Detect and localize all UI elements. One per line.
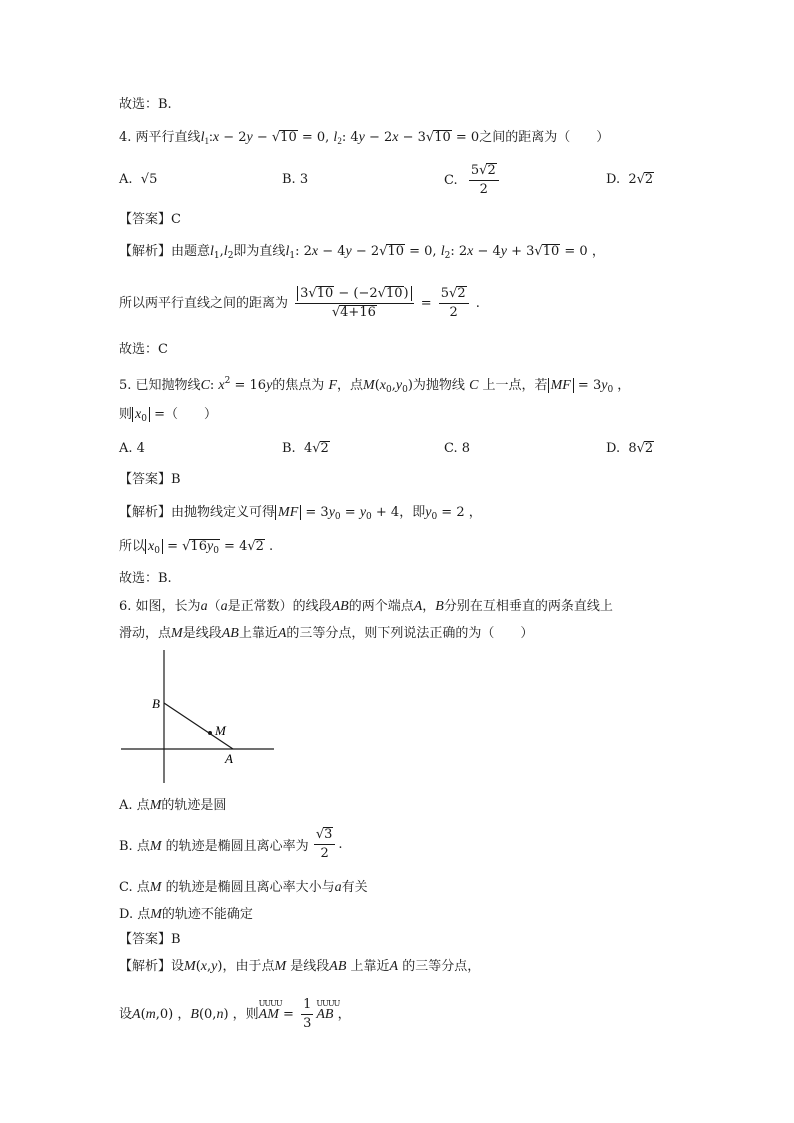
q6-option-a[interactable]: A. 点M的轨迹是圆 <box>119 798 227 813</box>
eccentricity-fraction: $\frac{√3}{2}$ <box>314 826 336 863</box>
analysis-q4-line1: 【解析】由题意$l_1,l_2$即为直线$l_1$: 2x − 4y − 2√10 = 0, $l_2$: 2x − 4y + 3√10 = 0 ， <box>119 244 605 261</box>
label-m: M <box>215 723 226 738</box>
analysis-q5-line2: 所以 $x_0 = √16y_0 = 4√2$ . <box>119 539 274 556</box>
q5-option-d[interactable]: D. 8√2 <box>606 441 654 456</box>
question-number: 4. <box>119 130 132 145</box>
analysis-q4-line2: 所以两平行直线之间的距离为 $\frac{3√10 - (-2√10)}{√4+16}$ = $\frac{5√2}{2}$ . <box>119 286 480 320</box>
question-4-stem: 4. 两平行直线$l_1:x - 2y - √10 = 0$, $l_2$: 4y − 2x − 3√10 = 0之间的距离为（ ） <box>119 130 610 146</box>
q4-option-b[interactable]: B. 3 <box>282 172 309 187</box>
analysis-q5-line1: 【解析】由抛物线定义可得 MF = $3y_0 = y_0 + 4$，即$y_0 = 2$ ， <box>119 505 482 522</box>
distance-fraction: $\frac{3√10 - (-2√10)}{√4+16}$ <box>295 285 413 322</box>
q4-option-c[interactable]: C. $\frac{5√2}{2}$ <box>444 162 502 199</box>
q4-option-a[interactable]: A. √5 <box>119 172 158 187</box>
q5-option-b[interactable]: B. 4√2 <box>282 441 329 456</box>
answer-q6: 【答案】B <box>119 932 181 947</box>
choice-line-q3: 故选：B. <box>119 97 172 112</box>
question-number: 5. <box>119 378 132 393</box>
q5-option-a[interactable]: A. 4 <box>119 441 145 456</box>
answer-q5: 【答案】B <box>119 472 181 487</box>
q4-option-d[interactable]: D. 2√2 <box>606 172 654 187</box>
question-5-stem-line2: 则 $x_0$ =（ ） <box>119 407 218 424</box>
question-6-stem-line2: 滑动，点M是线段AB上靠近A的三等分点，则下列说法正确的为（ ） <box>119 626 534 641</box>
question-number: 6. <box>119 599 132 614</box>
label-a: A <box>225 751 233 766</box>
q6-option-c[interactable]: C. 点M 的轨迹是椭圆且离心率大小与a有关 <box>119 880 368 895</box>
question-5-stem-line1: 5. 已知抛物线C: $x^2 = 16y$的焦点为 F，点$M(x_0,y_0)$为抛物线 C 上一点，若 MF = $3y_0$ ， <box>119 376 631 395</box>
distance-result: $\frac{5√2}{2}$ <box>439 285 469 322</box>
label-b: B <box>152 696 160 711</box>
choice-line-q4: 故选：C <box>119 342 168 357</box>
q4-option-c-fraction: $\frac{5√2}{2}$ <box>469 162 499 199</box>
q6-option-d[interactable]: D. 点M的轨迹不能确定 <box>119 907 253 922</box>
answer-q4: 【答案】C <box>119 212 181 227</box>
geometry-figure <box>115 645 280 787</box>
vector-coefficient: $\frac{1}{3}$ <box>303 997 312 1031</box>
question-6-stem-line1: 6. 如图，长为a（a是正常数）的线段AB的两个端点A，B分别在互相垂直的两条直线上 <box>119 599 613 614</box>
q5-option-c[interactable]: C. 8 <box>444 441 471 456</box>
q6-option-b[interactable]: B. 点M 的轨迹是椭圆且离心率为 $\frac{√3}{2}$ . <box>119 827 343 861</box>
choice-line-q5: 故选：B. <box>119 571 172 586</box>
analysis-q6-line1: 【解析】设M(x,y)，由于点M 是线段AB 上靠近A 的三等分点， <box>119 959 481 974</box>
analysis-q6-line2: 设A(m,0) ，B(0,n) ，则 UUUU AM = $\frac{1}{3}$ UUUU AB ， <box>119 997 351 1031</box>
point-m <box>208 731 212 735</box>
